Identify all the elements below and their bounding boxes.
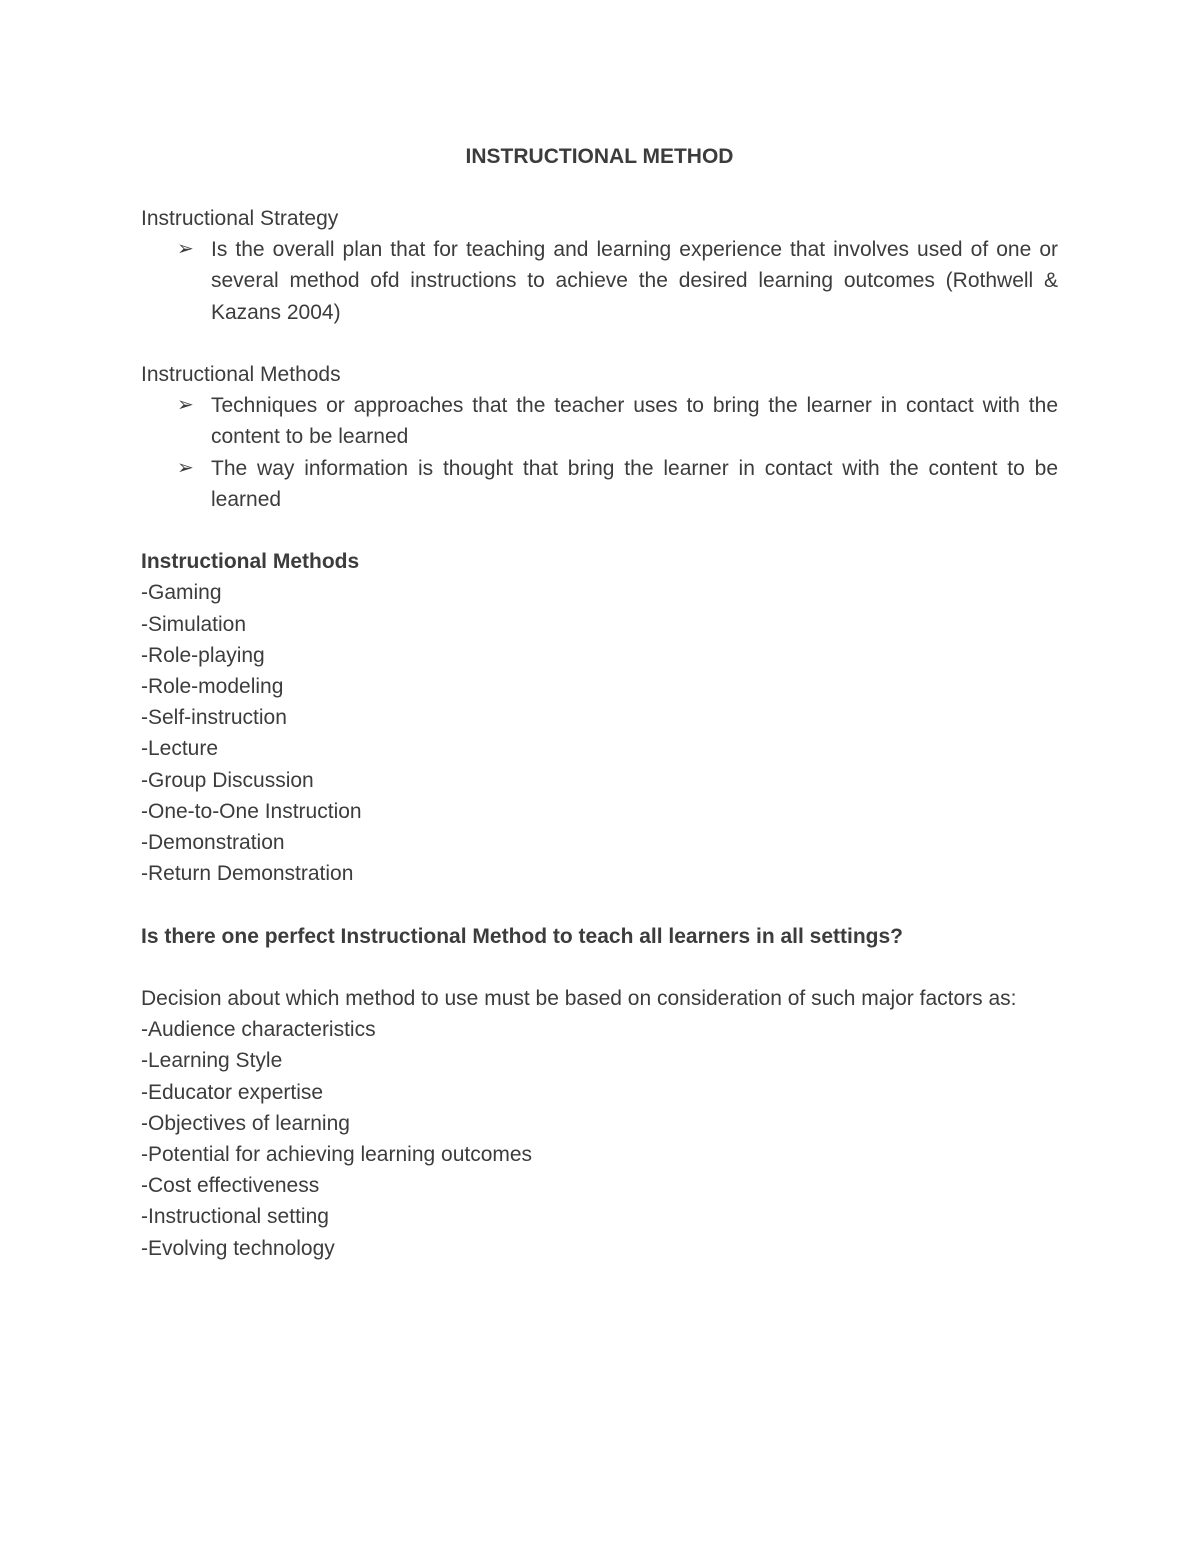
methods-def-heading: Instructional Methods (141, 363, 341, 386)
arrow-bullet-icon: ➢ (177, 238, 194, 261)
methods-list-item: -Self-instruction (141, 706, 287, 730)
methods-def-bullet-text: Techniques or approaches that the teacher uses to bring the learner in contact with the content to be learned (211, 394, 1058, 449)
methods-list-item: -Gaming (141, 581, 222, 605)
document-title: INSTRUCTIONAL METHOD (465, 145, 734, 168)
decision-factor-item: -Learning Style (141, 1049, 283, 1073)
strategy-heading: Instructional Strategy (141, 207, 339, 230)
strategy-bullet-text: Is the overall plan that for teaching and learning experience that involves used of one or several method ofd instructions to achieve the desired learning outcomes (Rothwell & Kazans 2004) (211, 238, 1058, 324)
methods-def-bullet (141, 390, 1058, 452)
methods-list-item: -Role-playing (141, 643, 265, 667)
decision-factor-item: -Potential for achieving learning outcomes (141, 1143, 533, 1167)
decision-factor-item: -Instructional setting (141, 1205, 329, 1229)
methods-list-heading: Instructional Methods (141, 550, 360, 574)
decision-paragraph: Decision about which method to use must be based on consideration of such major factors as: (141, 987, 1017, 1011)
methods-list-item: -Group Discussion (141, 768, 314, 792)
methods-def-bullet (141, 453, 1058, 515)
methods-list-item: -Return Demonstration (141, 862, 354, 886)
methods-list-item: -Lecture (141, 737, 219, 761)
decision-factor-item: -Cost effectiveness (141, 1174, 320, 1198)
methods-list-item: -Demonstration (141, 831, 285, 855)
question-heading: Is there one perfect Instructional Method to teach all learners in all settings? (141, 924, 903, 948)
decision-factor-item: -Evolving technology (141, 1236, 335, 1260)
methods-list-item: -One-to-One Instruction (141, 799, 362, 823)
methods-def-bullet-text: The way information is thought that bring the learner in contact with the content to be learned (211, 456, 1058, 511)
methods-list-item: -Simulation (141, 612, 247, 636)
document-body (141, 203, 1058, 1264)
decision-factor-item: -Objectives of learning (141, 1111, 350, 1135)
decision-factor-item: -Audience characteristics (141, 1018, 376, 1042)
arrow-bullet-icon: ➢ (177, 456, 194, 479)
arrow-bullet-icon: ➢ (177, 394, 194, 417)
methods-list-item: -Role-modeling (141, 675, 284, 699)
decision-factor-item: -Educator expertise (141, 1080, 324, 1104)
strategy-bullet (141, 234, 1058, 328)
